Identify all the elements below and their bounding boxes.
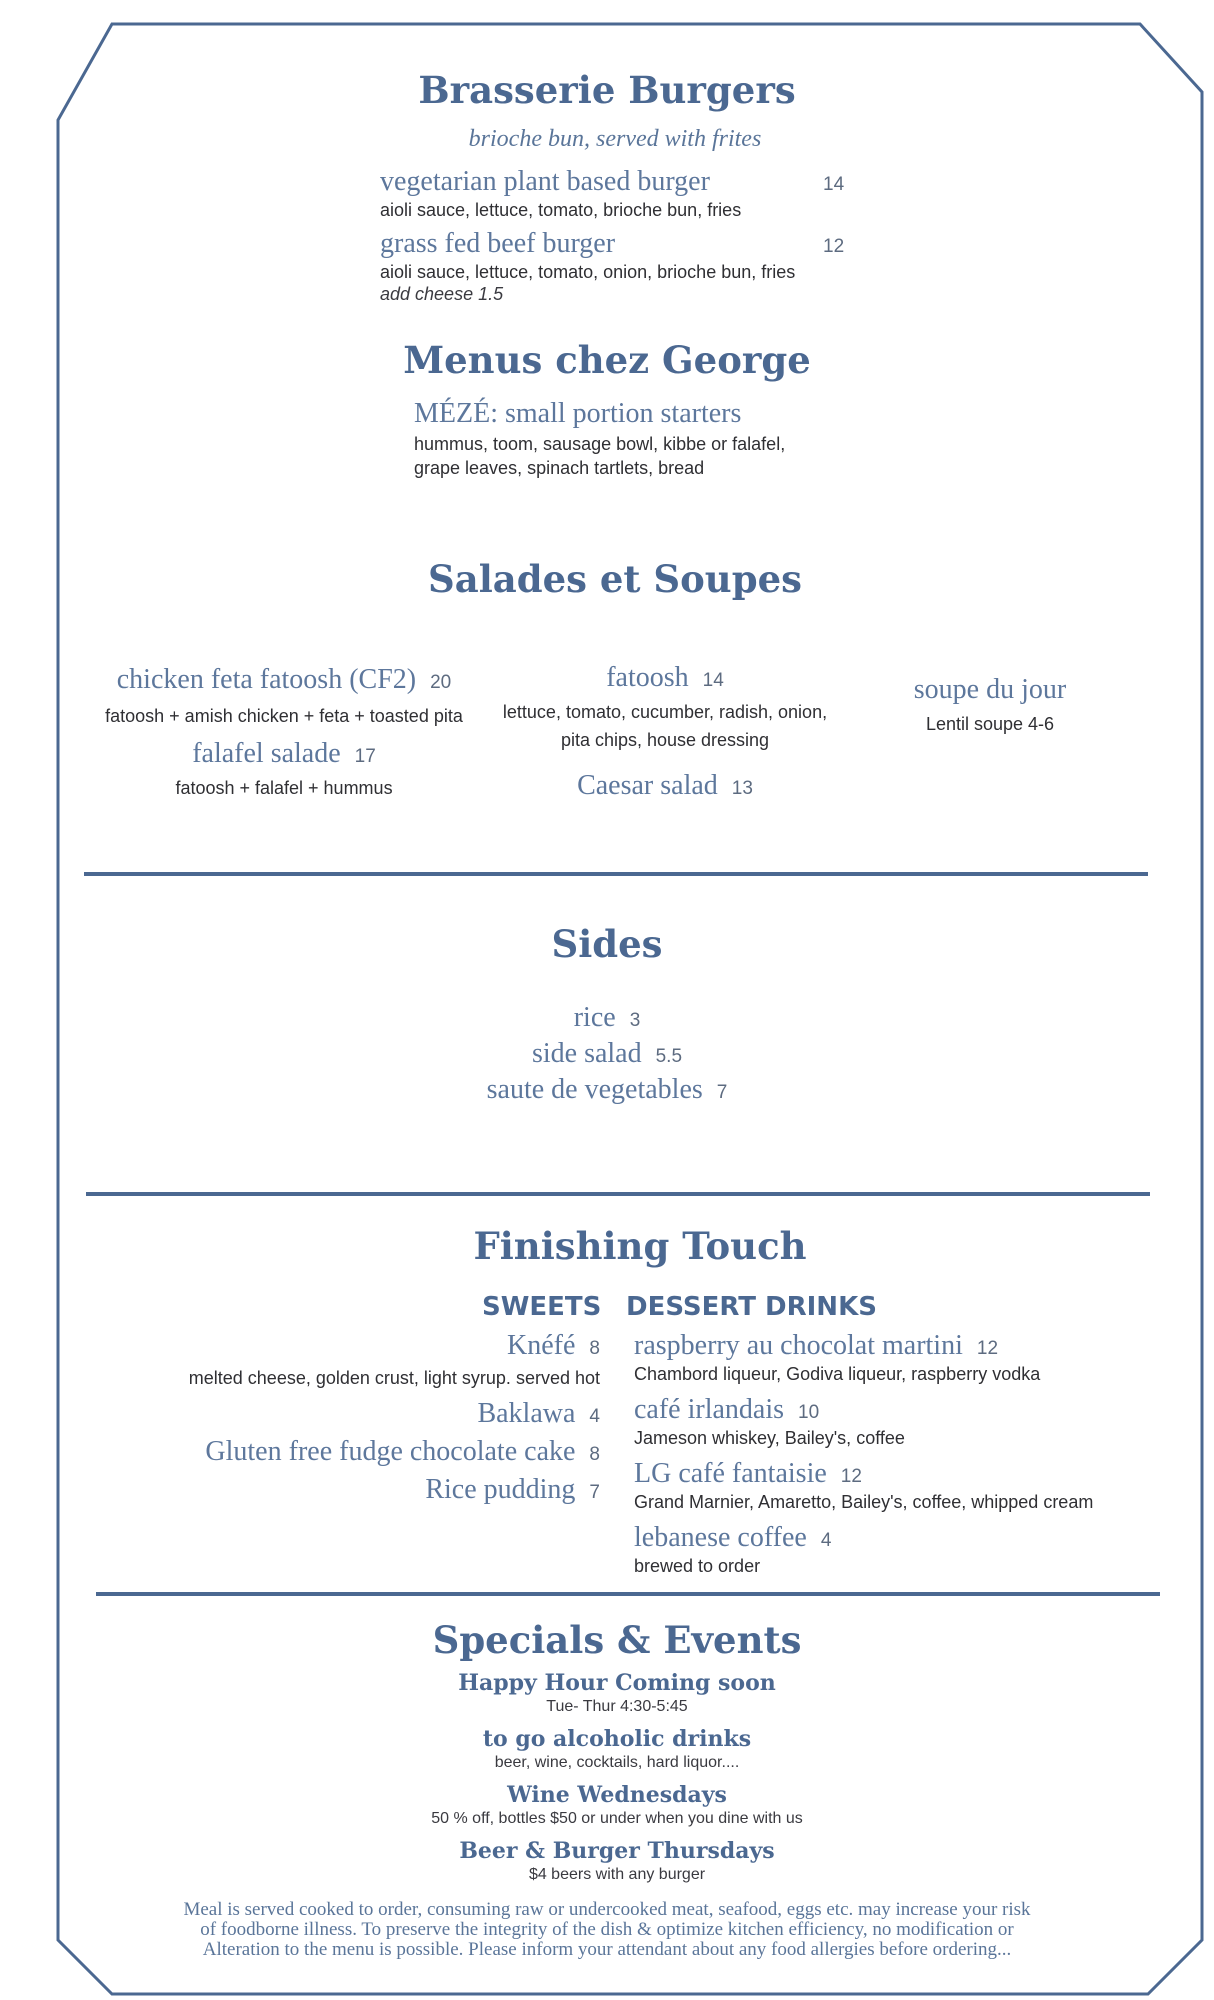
salad-item-desc: fatoosh + amish chicken + feta + toasted pita <box>105 706 463 726</box>
drink-item <box>634 1522 831 1554</box>
finishing-title: Finishing Touch <box>473 1224 807 1268</box>
side-item <box>407 1074 807 1106</box>
drink-item-name: lebanese coffee <box>634 1522 807 1553</box>
salad-item-desc: fatoosh + falafel + hummus <box>175 778 393 798</box>
event-desc: beer, wine, cocktails, hard liquor.... <box>494 1754 740 1771</box>
sweet-item-price: 8 <box>589 1338 600 1359</box>
drink-item-desc: Grand Marnier, Amaretto, Bailey's, coffee, whipped cream <box>634 1492 1094 1512</box>
drink-item <box>634 1394 819 1426</box>
sweet-item <box>150 1436 600 1468</box>
side-item-price: 3 <box>629 1010 641 1031</box>
burger-item-desc: aioli sauce, lettuce, tomato, brioche bun, fries <box>380 200 742 220</box>
salad-item-name: fatoosh <box>606 662 689 693</box>
disclaimer-line: of foodborne illness. To preserve the integrity of the dish & optimize kitchen efficiency, no modification or <box>200 1919 1014 1940</box>
event-desc: $4 beers with any burger <box>528 1866 706 1883</box>
burger-item-price: 14 <box>823 174 845 195</box>
meze-item-name: MÉZÉ: small portion starters <box>414 398 742 429</box>
george-title: Menus chez George <box>403 338 811 382</box>
burgers-title: Brasserie Burgers <box>418 68 796 112</box>
section-divider <box>86 1192 1150 1196</box>
event-desc: 50 % off, bottles $50 or under when you dine with us <box>431 1810 803 1827</box>
soup-item-name: soupe du jour <box>913 674 1067 705</box>
burger-item-name: vegetarian plant based burger <box>380 166 710 197</box>
sweets-heading: SWEETS <box>482 1292 602 1322</box>
sweet-item <box>150 1398 600 1430</box>
salad-item-name: falafel salade <box>192 738 341 769</box>
side-item-price: 7 <box>716 1082 728 1103</box>
salad-item <box>490 662 840 694</box>
meze-desc-line: hummus, toom, sausage bowl, kibbe or falafel, <box>414 434 786 454</box>
disclaimer-line: Meal is served cooked to order, consuming raw or undercooked meat, seafood, eggs etc. may increase your risk <box>183 1899 1031 1920</box>
salad-item-price: 14 <box>702 670 724 691</box>
food-safety-disclaimer <box>70 1900 1144 1960</box>
salad-item <box>490 770 840 802</box>
event-name: Beer & Burger Thursdays <box>459 1838 775 1864</box>
drink-item <box>634 1330 998 1362</box>
burger-item-price: 12 <box>823 236 845 257</box>
sweet-item <box>150 1330 600 1362</box>
salad-item-price: 20 <box>430 672 452 693</box>
salad-item-name: Caesar salad <box>577 770 718 801</box>
burger-item-desc: aioli sauce, lettuce, tomato, onion, brioche bun, fries <box>380 262 796 282</box>
dessert-drinks-heading: DESSERT DRINKS <box>626 1292 877 1322</box>
burger-item-name: grass fed beef burger <box>380 228 616 259</box>
side-item-name: side salad <box>531 1038 642 1069</box>
sweet-item <box>150 1474 600 1506</box>
side-item <box>407 1038 807 1070</box>
event-desc: Tue- Thur 4:30-5:45 <box>546 1698 688 1715</box>
disclaimer-line: Alteration to the menu is possible. Please inform your attendant about any food allergies before ordering... <box>202 1939 1012 1960</box>
sweet-item-price: 7 <box>589 1482 600 1503</box>
sweet-item-name: Rice pudding <box>425 1474 576 1505</box>
salad-item-price: 13 <box>731 778 753 799</box>
burger-item-note: add cheese 1.5 <box>380 284 504 304</box>
salad-item <box>84 664 484 696</box>
side-item-price: 5.5 <box>655 1046 683 1067</box>
sweet-item-name: Knéfé <box>507 1330 576 1361</box>
salad-item-desc: pita chips, house dressing <box>560 730 770 750</box>
drink-item-name: raspberry au chocolat martini <box>634 1330 963 1361</box>
event-name: Happy Hour Coming soon <box>458 1670 776 1696</box>
salad-item-price: 17 <box>354 746 376 767</box>
salad-item-name: chicken feta fatoosh (CF2) <box>116 664 417 695</box>
sweet-item-name: Gluten free fudge chocolate cake <box>205 1436 576 1467</box>
salad-item-desc: lettuce, tomato, cucumber, radish, onion, <box>502 702 828 722</box>
drink-item-desc: Chambord liqueur, Godiva liqueur, raspberry vodka <box>634 1364 1041 1384</box>
burgers-subtitle: brioche bun, served with frites <box>468 126 762 152</box>
drink-item-price: 12 <box>976 1338 999 1359</box>
event-name: to go alcoholic drinks <box>482 1726 752 1752</box>
drink-item-desc: brewed to order <box>634 1556 761 1576</box>
sweet-item-name: Baklawa <box>477 1398 576 1429</box>
side-item-name: saute de vegetables <box>486 1074 703 1105</box>
sweet-item-price: 4 <box>589 1406 600 1427</box>
salad-item <box>84 738 484 770</box>
side-item <box>407 1002 807 1034</box>
meze-desc-line: grape leaves, spinach tartlets, bread <box>414 458 705 478</box>
section-divider <box>84 872 1148 876</box>
sweet-item-desc: melted cheese, golden crust, light syrup. served hot <box>188 1368 600 1388</box>
salads-title: Salades et Soupes <box>428 557 802 601</box>
specials-title: Specials & Events <box>432 1618 802 1662</box>
sweet-item-price: 8 <box>589 1444 600 1465</box>
sides-title: Sides <box>551 922 663 966</box>
drink-item-price: 12 <box>840 1466 862 1487</box>
drink-item-name: LG café fantaisie <box>634 1458 827 1489</box>
side-item-name: rice <box>573 1002 616 1033</box>
drink-item-desc: Jameson whiskey, Bailey's, coffee <box>634 1428 905 1448</box>
drink-item-price: 10 <box>798 1402 820 1423</box>
drink-item <box>634 1458 862 1490</box>
drink-item-name: café irlandais <box>634 1394 785 1425</box>
drink-item-price: 4 <box>820 1530 832 1551</box>
event-name: Wine Wednesdays <box>507 1782 727 1808</box>
section-divider <box>96 1592 1160 1596</box>
soup-item-desc: Lentil soupe 4-6 <box>925 714 1055 734</box>
